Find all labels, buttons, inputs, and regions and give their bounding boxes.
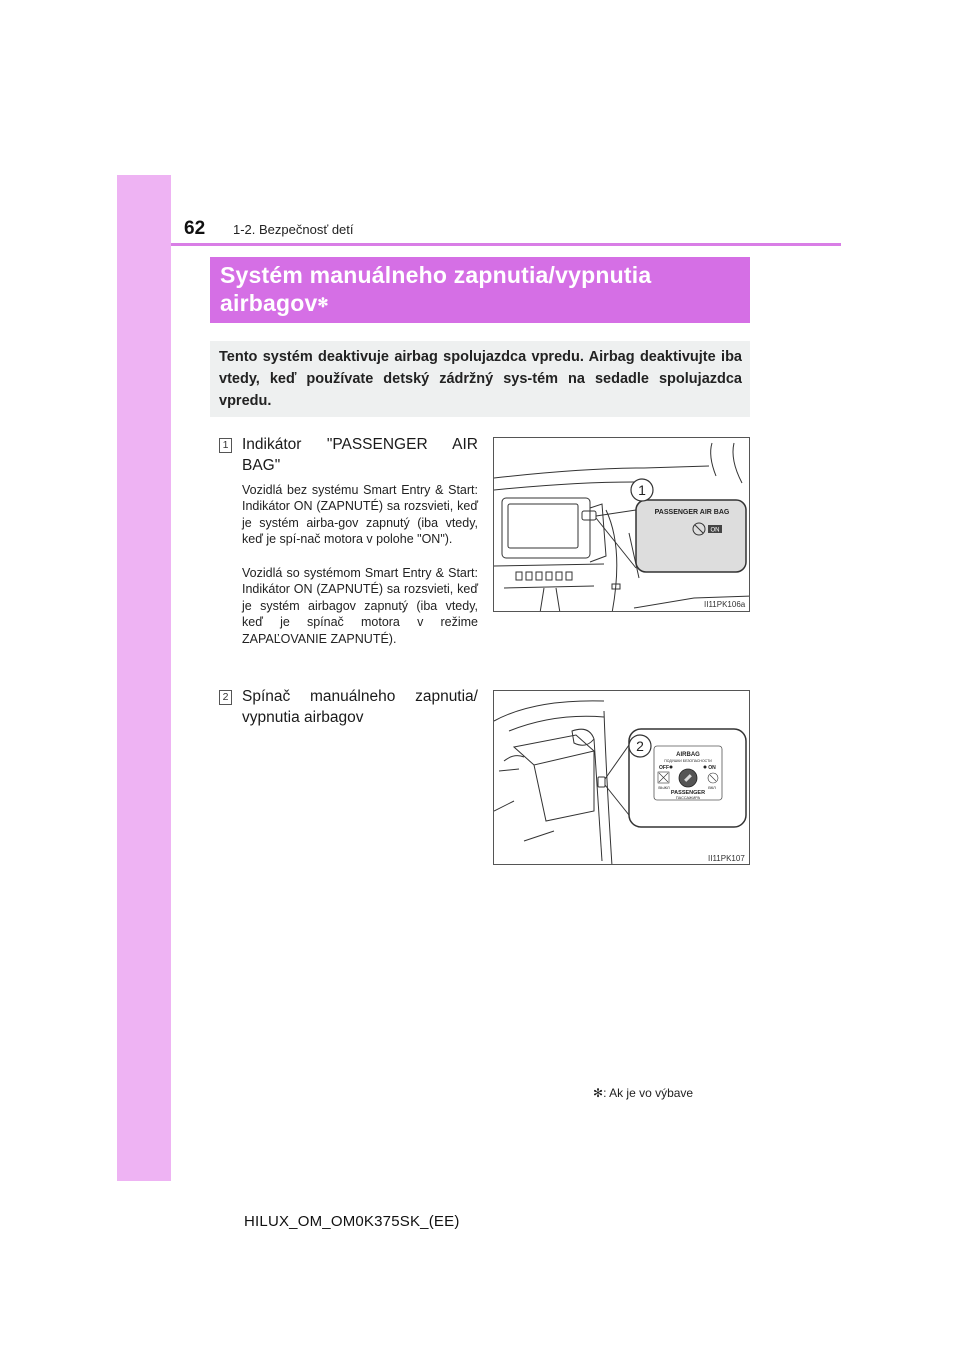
- dashboard-illustration: [494, 438, 750, 612]
- item-number-2: 2: [219, 690, 232, 705]
- side-color-strip: [117, 175, 171, 1181]
- on-dot-icon: [704, 766, 707, 769]
- switch-off-ru: ВЫКЛ: [658, 785, 670, 790]
- item-number-1: 1: [219, 438, 232, 453]
- section-title-line1: Systém manuálneho zapnutia/vypnutia: [220, 262, 652, 288]
- header-divider: [171, 243, 841, 246]
- figure2-callout: 2: [636, 738, 644, 754]
- figure-airbag-switch: [493, 690, 750, 865]
- glovebox-illustration: [494, 691, 750, 865]
- switch-subtitle: ПОДУШКИ БЕЗОПАСНОСТИ: [664, 759, 712, 763]
- item-desc-1b: Vozidlá so systémom Smart Entry & Start: Indikátor ON (ZAPNUTÉ) sa rozsvieti, keď je systém airbagov zapnutý (iba vtedy, keď je spínač motora v režime ZAPAĽOVANIE ZAPNUTÉ).: [242, 566, 478, 646]
- intro-text: Tento systém deaktivuje airbag spolujazdca vpredu. Airbag deaktivujte iba vtedy, keď používate detský zádržný sys-tém na sedadle spolujazdca vpredu.: [219, 349, 742, 409]
- figure1-code: II11PK106a: [704, 600, 746, 609]
- item-title-2: Spínač manuálneho zapnutia/ vypnutia airbagov: [242, 688, 478, 726]
- switch-passenger-ru: ПАССАЖИРА: [675, 796, 701, 800]
- figure-passenger-airbag-indicator: [493, 437, 750, 612]
- page-number: 62: [184, 218, 206, 239]
- footnote-text: : Ak je vo výbave: [603, 1086, 694, 1100]
- item-desc-1a: Vozidlá bez systému Smart Entry & Start: Indikátor ON (ZAPNUTÉ) sa rozsvieti, keď je systém airba-gov zapnutý (iba vtedy, keď je spí-nač motora v polohe "ON").: [242, 483, 478, 547]
- figure2-code: II11PK107: [708, 854, 745, 863]
- figure1-panel-label: PASSENGER AIR BAG: [654, 509, 730, 516]
- switch-passenger: PASSENGER: [670, 790, 706, 796]
- intro-box: [210, 341, 750, 417]
- switch-title: AIRBAG: [676, 752, 700, 758]
- key-switch-icon: [679, 769, 697, 787]
- off-dot-icon: [670, 766, 673, 769]
- document-code-footer: HILUX_OM_OM0K375SK_(EE): [244, 1213, 460, 1230]
- section-title-box: [210, 257, 750, 323]
- switch-off-label: OFF: [659, 765, 669, 771]
- footnote: [593, 1086, 693, 1100]
- switch-on-label: ON: [708, 765, 716, 771]
- footnote-asterisk-icon: ✻: [593, 1086, 604, 1100]
- section-title-line2-text: airbagov: [220, 290, 318, 316]
- section-header: 1-2. Bezpečnosť detí: [233, 222, 354, 237]
- figure1-on-label: ON: [710, 527, 720, 534]
- figure1-callout: 1: [638, 482, 646, 498]
- asterisk-icon: ✻: [317, 295, 329, 310]
- airbag-off-seat-icon: [658, 772, 669, 783]
- item-title-1: Indikátor "PASSENGER AIR BAG": [242, 436, 478, 474]
- switch-on-ru: ВКЛ: [708, 785, 716, 790]
- section-title-line2: [220, 289, 750, 317]
